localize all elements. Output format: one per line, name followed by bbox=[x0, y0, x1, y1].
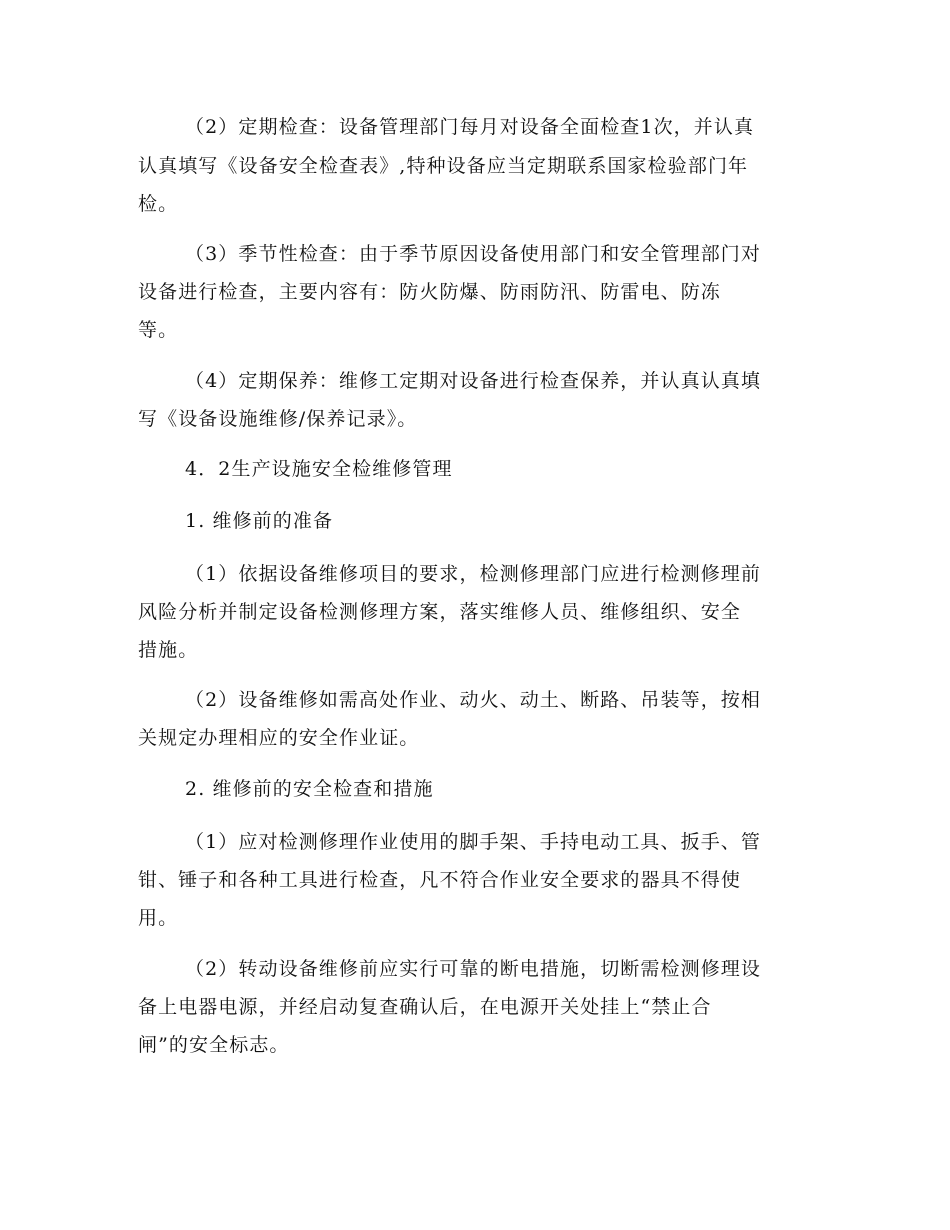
paragraph-7-line-2: 钳、锤子和各种工具进行检查，凡不符合作业安全要求的器具不得使 bbox=[138, 869, 742, 891]
paragraph-7-line-1: （1）应对检测修理作业使用的脚手架、手持电动工具、扳手、管 bbox=[185, 831, 761, 853]
paragraph-3-line-2: 设备进行检查，主要内容有：防火防爆、防雨防汛、防雷电、防冻 bbox=[138, 281, 721, 303]
paragraph-2-line-3: 检。 bbox=[138, 193, 179, 215]
paragraph-3-line-1: （3）季节性检查：由于季节原因设备使用部门和安全管理部门对 bbox=[185, 243, 761, 265]
paragraph-5-line-3: 措施。 bbox=[138, 639, 199, 661]
paragraph-4-line-1: （4）定期保养：维修工定期对设备进行检查保养，并认真认真填 bbox=[185, 370, 761, 392]
paragraph-8-line-3: 闸”的安全标志。 bbox=[138, 1034, 290, 1056]
paragraph-5-line-1: （1）依据设备维修项目的要求，检测修理部门应进行检测修理前 bbox=[185, 563, 761, 585]
subheading-1: 1. 维修前的准备 bbox=[185, 510, 334, 532]
subheading-2: 2. 维修前的安全检查和措施 bbox=[185, 778, 434, 800]
section-heading-4-2: 4．2生产设施安全检维修管理 bbox=[185, 458, 453, 480]
paragraph-5-line-2: 风险分析并制定设备检测修理方案，落实维修人员、维修组织、安全 bbox=[138, 601, 742, 623]
paragraph-3-line-3: 等。 bbox=[138, 319, 179, 341]
paragraph-6-line-2: 关规定办理相应的安全作业证。 bbox=[138, 727, 420, 749]
paragraph-2-line-2: 认真填写《设备安全检查表》,特种设备应当定期联系国家检验部门年 bbox=[138, 155, 749, 177]
paragraph-2-line-1: （2）定期检查：设备管理部门每月对设备全面检查1次，并认真 bbox=[185, 116, 755, 138]
paragraph-7-line-3: 用。 bbox=[138, 907, 179, 929]
paragraph-6-line-1: （2）设备维修如需高处作业、动火、动土、断路、吊装等，按相 bbox=[185, 689, 761, 711]
paragraph-8-line-1: （2）转动设备维修前应实行可靠的断电措施，切断需检测修理设 bbox=[185, 958, 761, 980]
paragraph-8-line-2: 备上电器电源，并经启动复查确认后，在电源开关处挂上“禁止合 bbox=[138, 996, 712, 1018]
paragraph-4-line-2: 写《设备设施维修/保养记录》。 bbox=[138, 408, 418, 430]
